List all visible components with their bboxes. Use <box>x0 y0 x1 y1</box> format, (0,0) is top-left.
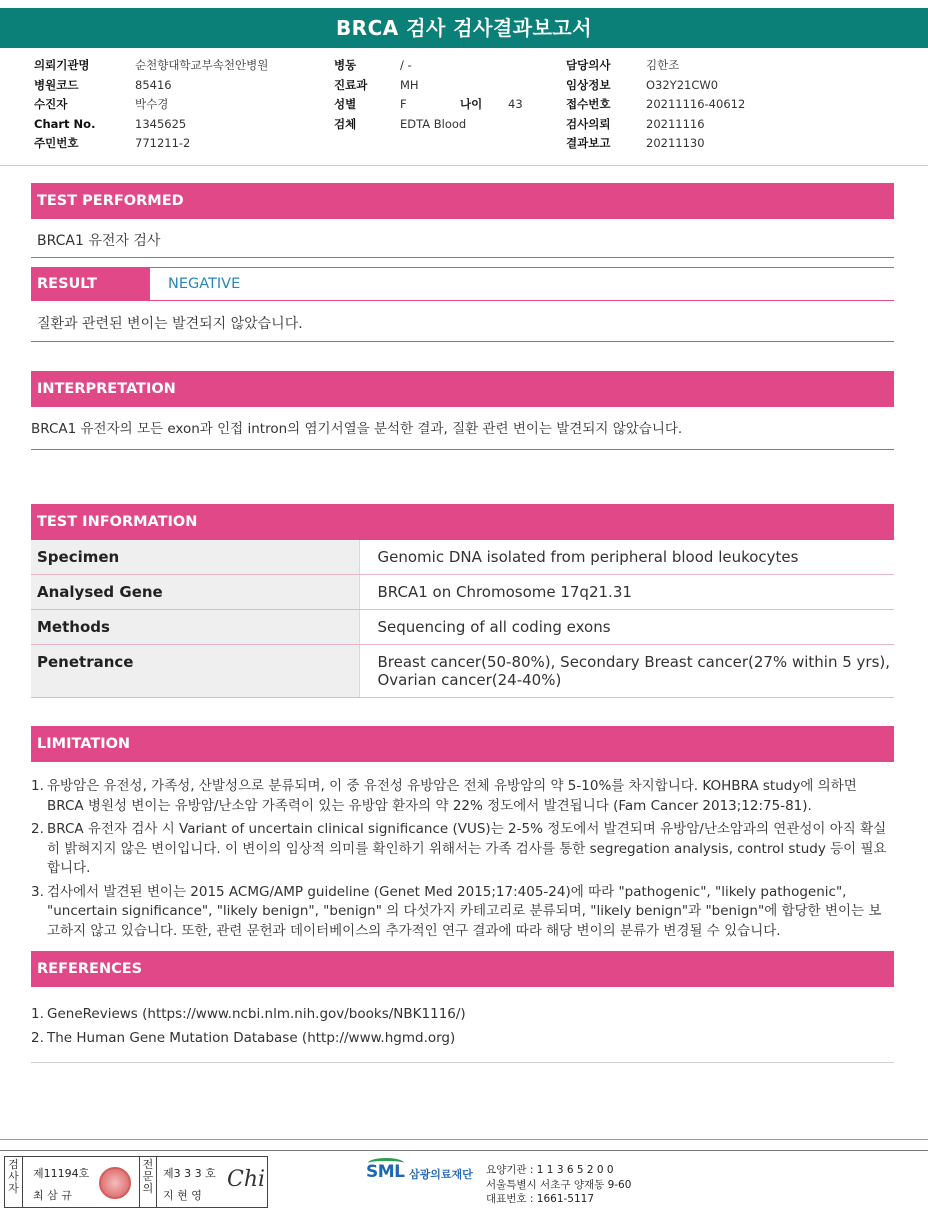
info-row <box>566 134 745 154</box>
reference-link[interactable]: The Human Gene Mutation Database (http://www.hgmd.org) <box>47 1030 456 1046</box>
result-value: NEGATIVE <box>168 276 241 292</box>
info-value: 20211130 <box>646 136 705 150</box>
list-item <box>31 820 891 879</box>
table-value: BRCA1 on Chromosome 17q21.31 <box>359 575 894 610</box>
seal-stamp-icon <box>99 1167 131 1199</box>
report-title: BRCA 검사 검사결과보고서 <box>0 8 928 48</box>
patient-info-header <box>0 48 928 166</box>
info-value: 85416 <box>135 77 172 92</box>
info-label: Chart No. <box>34 116 96 131</box>
list-item <box>31 883 891 942</box>
specialist-label: 전문의 <box>139 1157 157 1207</box>
info-row <box>334 115 466 135</box>
info-label: 병동 <box>334 58 357 72</box>
examiner-name: 최 삼 규 <box>33 1189 72 1202</box>
info-value: 박수경 <box>135 97 169 111</box>
info-label: 임상정보 <box>566 77 611 92</box>
examiner-label: 검사자 <box>5 1157 23 1207</box>
test-performed-text: BRCA1 유전자 검사 <box>37 233 161 249</box>
contact-line: 서울특별시 서초구 양재동 9-60 <box>486 1178 632 1191</box>
test-information-table <box>31 540 894 698</box>
info-value: / - <box>400 58 412 72</box>
interpretation-text: BRCA1 유전자의 모든 exon과 인접 intron의 염기서열을 분석한 결과, 질환 관련 변이는 발견되지 않았습니다. <box>31 421 683 437</box>
info-row <box>566 115 745 135</box>
references-heading: REFERENCES <box>31 951 894 987</box>
table-value: Genomic DNA isolated from peripheral blood leukocytes <box>359 540 894 575</box>
info-label: 성별 <box>334 97 357 111</box>
result-text: 질환과 관련된 변이는 발견되지 않았습니다. <box>37 316 303 332</box>
info-row <box>566 95 745 115</box>
table-row <box>31 540 894 575</box>
info-value: O32Y21CW0 <box>646 77 719 92</box>
age-label: 나이 <box>460 97 483 111</box>
specialist-id: 제3 3 3 호 <box>163 1167 216 1180</box>
references-list <box>31 1002 891 1050</box>
info-label: 의뢰기관명 <box>34 58 90 72</box>
list-item <box>31 777 891 816</box>
info-row <box>34 76 268 96</box>
divider <box>31 257 894 258</box>
test-performed-heading: TEST PERFORMED <box>31 183 894 219</box>
info-value: 20211116-40612 <box>646 97 746 111</box>
footer-divider <box>0 1139 928 1140</box>
signature-box <box>4 1156 268 1208</box>
contact-line: 대표번호 : 1661-5117 <box>486 1193 595 1205</box>
reference-link[interactable]: GeneReviews (https://www.ncbi.nlm.nih.gov/books/NBK1116/) <box>47 1006 466 1022</box>
table-row <box>31 575 894 610</box>
info-value: F <box>400 97 407 111</box>
list-number: 3. <box>31 883 44 900</box>
result-row <box>31 267 894 301</box>
age-value: 43 <box>508 97 523 111</box>
examiner-id: 제11194호 <box>33 1167 90 1180</box>
test-information-heading: TEST INFORMATION <box>31 504 894 540</box>
info-label: 진료과 <box>334 77 368 92</box>
footer-divider <box>0 1150 928 1151</box>
info-label: 수진자 <box>34 97 68 111</box>
info-label: 담당의사 <box>566 58 611 72</box>
result-label: RESULT <box>31 268 150 300</box>
info-column-3 <box>566 56 745 154</box>
info-value: EDTA Blood <box>400 116 467 131</box>
info-label: 검사의뢰 <box>566 116 611 131</box>
list-number: 1. <box>31 1006 44 1022</box>
info-column-2 <box>334 56 523 134</box>
info-row <box>566 56 745 76</box>
limitation-heading: LIMITATION <box>31 726 894 762</box>
table-key: Analysed Gene <box>31 575 359 610</box>
list-text: BRCA 유전자 검사 시 Variant of uncertain clinical significance (VUS)는 2-5% 정도에서 발견되며 유방암/난소암과의 연관성이 아직 확실히 밝혀지지 않은 변이입니다. 이 변이의 임상적 의미를 확인하기 위해서는 가족 검사를 통한 segregation analysis, control study 등이 필요합니다. <box>47 821 887 876</box>
table-row <box>31 610 894 645</box>
limitation-list <box>31 777 891 945</box>
info-value: 20211116 <box>646 116 705 131</box>
info-value: MH <box>400 77 419 92</box>
info-label: 검체 <box>334 116 357 131</box>
info-label: 주민번호 <box>34 136 79 150</box>
info-value: 김한조 <box>646 58 680 72</box>
info-value: 순천향대학교부속천안병원 <box>135 58 269 72</box>
info-row <box>34 95 268 115</box>
specialist-name: 지 현 영 <box>163 1189 202 1202</box>
signature-icon: Chi <box>227 1167 266 1192</box>
info-value: 1345625 <box>135 116 187 131</box>
table-key: Penetrance <box>31 645 359 698</box>
info-label: 병원코드 <box>34 77 79 92</box>
info-row <box>34 56 268 76</box>
table-key: Specimen <box>31 540 359 575</box>
logo-org-name: 삼광의료재단 <box>409 1168 473 1181</box>
list-text: 유방암은 유전성, 가족성, 산발성으로 분류되며, 이 중 유전성 유방암은 전체 유방암의 약 5-10%를 차지합니다. KOHBRA study에 의하면 BRCA 병원성 변이는 유방암/난소암 가족력이 있는 유방암 환자의 약 22% 정도에서 발견됩니다 (Fam Cancer 2013;12:75-81). <box>47 778 857 814</box>
info-row <box>334 95 523 115</box>
list-text: 검사에서 발견된 변이는 2015 ACMG/AMP guideline (Genet Med 2015;17:405-24)에 따라 "pathogenic", "likely pathogenic", "uncertain significance", "likely benign", "benign" 의 다섯가지 카테고리로 분류되며, "likely benign"과 "benign"에 합당한 변이는 보고하지 않고 있습니다. 또한, 관련 문헌과 데이터베이스의 추가적인 연구 결과에 따라 해당 변이의 분류가 변경될 수 있습니다. <box>47 883 882 939</box>
info-label: 결과보고 <box>566 136 611 150</box>
info-row <box>34 115 268 135</box>
list-item <box>31 1002 891 1026</box>
list-number: 2. <box>31 1030 44 1046</box>
list-number: 1. <box>31 778 44 794</box>
table-row <box>31 645 894 698</box>
contact-line: 요양기관 : 1 1 3 6 5 2 0 0 <box>486 1164 614 1176</box>
info-row <box>34 134 268 154</box>
divider <box>31 341 894 342</box>
list-item <box>31 1026 891 1050</box>
interpretation-heading: INTERPRETATION <box>31 371 894 407</box>
info-row <box>334 76 466 96</box>
list-number: 2. <box>31 821 44 837</box>
table-key: Methods <box>31 610 359 645</box>
info-row <box>334 56 466 76</box>
info-value: 771211-2 <box>135 136 191 150</box>
divider <box>31 449 894 450</box>
table-value: Sequencing of all coding exons <box>359 610 894 645</box>
logo-text: SML <box>366 1162 405 1182</box>
info-column-1 <box>34 56 268 154</box>
info-row <box>566 76 745 96</box>
info-label: 접수번호 <box>566 97 611 111</box>
table-value: Breast cancer(50-80%), Secondary Breast cancer(27% within 5 yrs), Ovarian cancer(24-40%) <box>359 645 894 698</box>
contact-info <box>486 1163 631 1207</box>
divider <box>31 1062 894 1063</box>
